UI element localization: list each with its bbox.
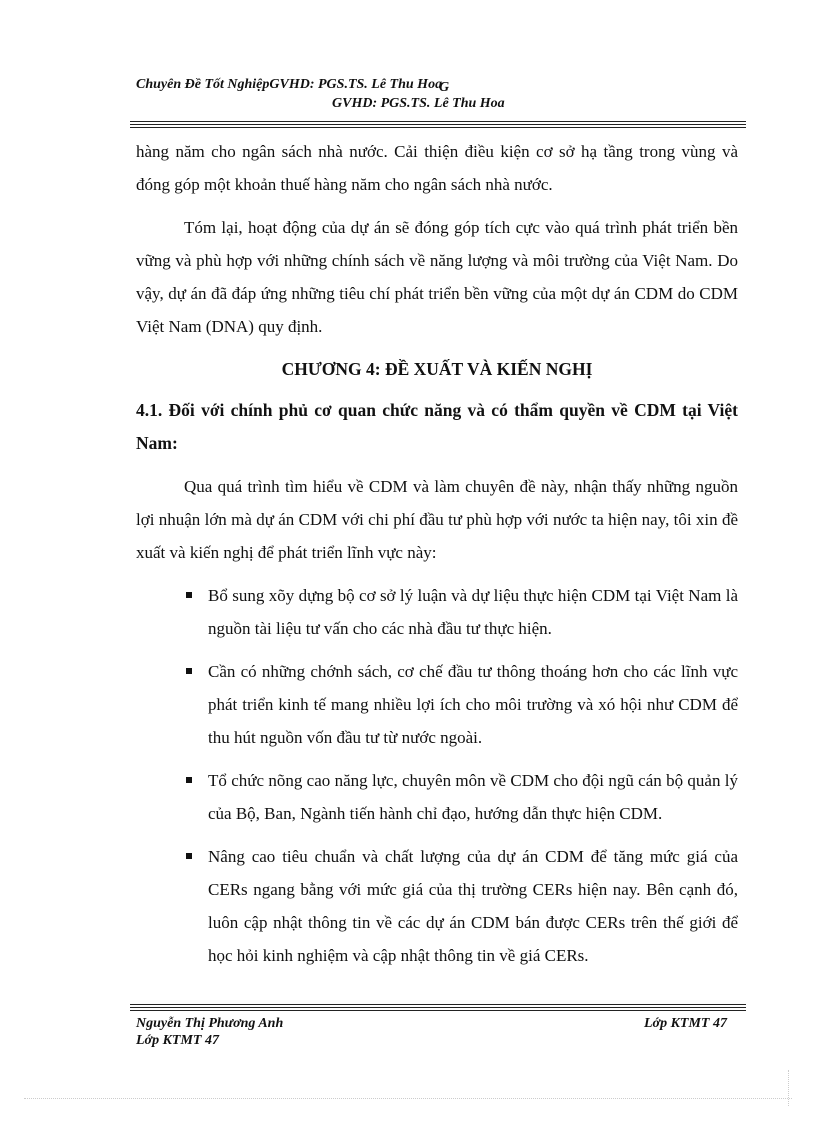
square-bullet-icon	[186, 592, 192, 598]
square-bullet-icon	[186, 777, 192, 783]
list-item	[136, 579, 738, 645]
footer-author: Nguyễn Thị Phương Anh	[136, 1016, 284, 1031]
page-corner-marker	[788, 1070, 789, 1106]
paragraph: Qua quá trình tìm hiểu về CDM và làm chuyên đề này, nhận thấy những nguồn lợi nhuận lớn mà dự án CDM với chi phí đầu tư phù hợp với nước ta hiện nay, tôi xin đề xuất và kiến nghị để phát triển lĩnh vực này:	[136, 477, 738, 562]
footer-rule	[130, 1004, 746, 1013]
list-item-text: Tổ chức nõng cao năng lực, chuyên môn về CDM cho đội ngũ cán bộ quản lý của Bộ, Ban, Ngành tiến hành chỉ đạo, hướng dẫn thực hiện CDM.	[208, 771, 738, 823]
page-edge-marker	[24, 1098, 792, 1099]
list-item-text: Bổ sung xõy dựng bộ cơ sở lý luận và dự liệu thực hiện CDM tại Việt Nam là nguồn tài liệu tư vấn cho các nhà đầu tư thực hiện.	[208, 586, 738, 638]
recommendation-list	[136, 579, 738, 972]
section-title: 4.1. Đối với chính phủ cơ quan chức năng và có thẩm quyền về CDM tại Việt Nam:	[136, 400, 738, 453]
header-overlap-char: G	[439, 80, 450, 95]
list-item	[136, 840, 738, 972]
header-line-2: GVHD: PGS.TS. Lê Thu Hoa	[332, 96, 505, 111]
page-body	[136, 135, 738, 982]
list-item	[136, 655, 738, 754]
chapter-title: CHƯƠNG 4: ĐỀ XUẤT VÀ KIẾN NGHỊ	[281, 359, 593, 379]
paragraph: hàng năm cho ngân sách nhà nước. Cải thiện điều kiện cơ sở hạ tầng trong vùng và đóng góp một khoản thuế hàng năm cho ngân sách nhà nước.	[136, 142, 738, 194]
header-line-1: Chuyên Đề Tốt NghiệpGVHD: PGS.TS. Lê Thu Hoa	[136, 77, 443, 92]
footer-class-right: Lớp KTMT 47	[644, 1016, 727, 1031]
list-item-text: Cần có những chớnh sách, cơ chế đầu tư thông thoáng hơn cho các lĩnh vực phát triển kinh tế mang nhiều lợi ích cho môi trường và xó hội như CDM để thu hút nguồn vốn đầu tư từ nước ngoài.	[208, 662, 738, 747]
list-item-text: Nâng cao tiêu chuẩn và chất lượng của dự án CDM để tăng mức giá của CERs ngang bằng với mức giá của thị trường CERs hiện nay. Bên cạnh đó, luôn cập nhật thông tin về các dự án CDM bán được CERs trên thế giới để học hỏi kinh nghiệm và cập nhật thông tin về giá CERs.	[208, 847, 738, 965]
paragraph: Tóm lại, hoạt động của dự án sẽ đóng góp tích cực vào quá trình phát triển bền vững và phù hợp với những chính sách về năng lượng và môi trường của Việt Nam. Do vậy, dự án đã đáp ứng những tiêu chí phát triển bền vững của một dự án CDM do CDM Việt Nam (DNA) quy định.	[136, 218, 738, 336]
square-bullet-icon	[186, 668, 192, 674]
list-item	[136, 764, 738, 830]
square-bullet-icon	[186, 853, 192, 859]
header-rule	[130, 121, 746, 130]
footer-class-left: Lớp KTMT 47	[136, 1033, 219, 1048]
